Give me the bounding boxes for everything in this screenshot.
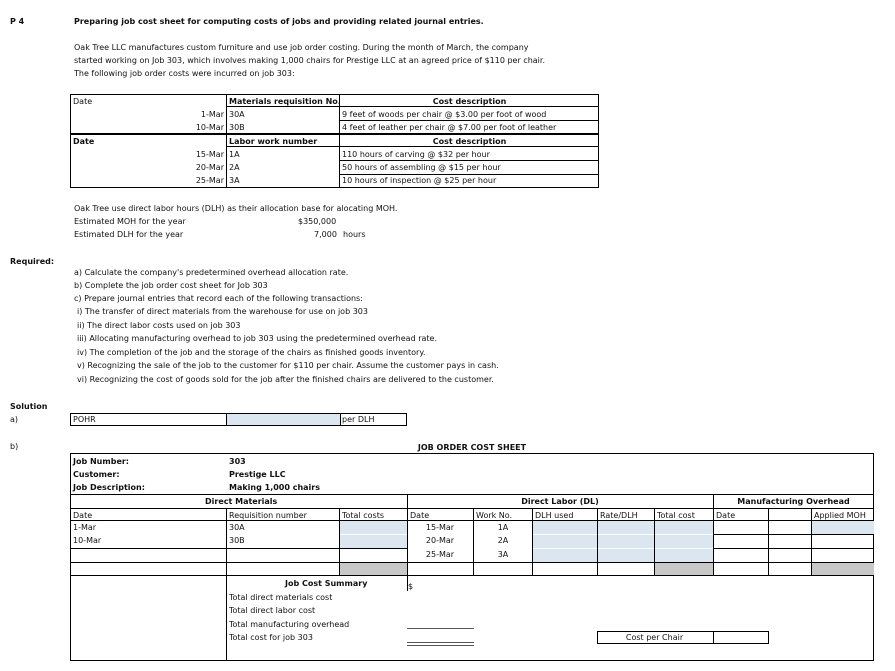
labor-col-work: Labor work number <box>229 137 318 146</box>
materials-row-req: 30B <box>229 123 245 132</box>
labor-row-desc: 110 hours of carving @ $32 per hour <box>342 150 490 159</box>
dm-col-total: Total costs <box>342 511 384 520</box>
dm-row-date: 10-Mar <box>73 536 102 545</box>
dl-row-work: 2A <box>497 536 509 545</box>
job-number-label: Job Number: <box>73 457 130 466</box>
intro-line: Oak Tree LLC manufactures custom furniture and use job order costing. During the month of March, the company <box>74 43 529 52</box>
customer-label: Customer: <box>73 470 120 479</box>
labor-col-date: Date <box>73 137 95 146</box>
moh-col-applied: Applied MOH <box>814 511 866 520</box>
dm-total-input[interactable] <box>340 521 407 534</box>
labor-row-desc: 10 hours of inspection @ $25 per hour <box>342 176 497 185</box>
labor-row-work: 3A <box>229 176 240 185</box>
job-description-label: Job Description: <box>73 483 145 492</box>
solution-label: Solution <box>10 402 48 411</box>
labor-row-desc: 50 hours of assembling @ $15 per hour <box>342 163 501 172</box>
summary-line: Total cost for job 303 <box>229 633 313 642</box>
dm-col-date: Date <box>73 511 93 520</box>
labor-row-work: 1A <box>229 150 240 159</box>
moh-applied-input[interactable] <box>812 521 874 534</box>
pohr-input[interactable] <box>226 414 341 425</box>
materials-row-req: 30A <box>229 110 245 119</box>
materials-col-req: Materials requisition No. <box>229 97 341 106</box>
dl-total-input[interactable] <box>655 549 713 562</box>
materials-row-date: 10-Mar <box>195 123 224 132</box>
problem-title: Preparing job cost sheet for computing costs of jobs and providing related journal entries. <box>74 17 484 26</box>
dm-total-input[interactable] <box>340 535 407 548</box>
dm-row-req: 30B <box>229 536 245 545</box>
required-item: vi) Recognizing the cost of goods sold for the job after the finished chairs are delivered to the customer. <box>77 375 494 384</box>
customer: Prestige LLC <box>229 470 286 479</box>
required-item: v) Recognizing the sale of the job to the customer for $110 per chair. Assume the customer pays in cash. <box>77 361 499 370</box>
dm-total-sum <box>340 563 407 575</box>
dl-dlh-input[interactable] <box>533 521 597 534</box>
summary-title: Job Cost Summary <box>285 579 368 588</box>
moh-label: Estimated MOH for the year <box>74 217 186 226</box>
pohr-label: POHR <box>73 415 96 424</box>
required-item: a) Calculate the company's predetermined overhead allocation rate. <box>74 268 349 277</box>
dl-row-date: 25-Mar <box>425 550 455 559</box>
dl-header: Direct Labor (DL) <box>521 497 599 506</box>
labor-row-date: 15-Mar <box>195 150 224 159</box>
dm-header: Direct Materials <box>205 497 278 506</box>
summary-line: Total direct labor cost <box>229 606 316 615</box>
materials-col-desc: Cost description <box>432 97 507 106</box>
dl-col-date: Date <box>410 511 430 520</box>
dl-total-sum <box>655 563 713 575</box>
dl-rate-input[interactable] <box>598 535 654 548</box>
required-item: c) Prepare journal entries that record each of the following transactions: <box>74 294 363 303</box>
intro-line: The following job order costs were incurred on job 303: <box>74 69 295 78</box>
required-item: i) The transfer of direct materials from the warehouse for use on job 303 <box>77 307 368 316</box>
cost-per-chair-input[interactable] <box>714 632 768 643</box>
problem-number: P 4 <box>10 17 25 26</box>
dl-row-date: 20-Mar <box>425 536 455 545</box>
total-cost-underline <box>407 642 474 646</box>
materials-row-desc: 4 feet of leather per chair @ $7.00 per foot of leather <box>342 123 557 132</box>
dl-total-input[interactable] <box>655 535 713 548</box>
dl-row-work: 1A <box>497 523 509 532</box>
job-sheet-title: JOB ORDER COST SHEET <box>417 443 527 452</box>
cost-per-chair-label: Cost per Chair <box>625 633 684 642</box>
dl-col-work: Work No. <box>476 511 513 520</box>
dl-total-input[interactable] <box>655 521 713 534</box>
job-description: Making 1,000 chairs <box>229 483 321 492</box>
materials-row-desc: 9 feet of woods per chair @ $3.00 per foot of wood <box>342 110 547 119</box>
dl-row-work: 3A <box>497 550 509 559</box>
dl-dlh-input[interactable] <box>533 535 597 548</box>
pohr-unit: per DLH <box>342 415 375 424</box>
dl-rate-input[interactable] <box>598 549 654 562</box>
dm-col-req: Requisition number <box>229 511 307 520</box>
summary-line: Total direct materials cost <box>229 593 333 602</box>
dlh-label: Estimated DLH for the year <box>74 230 184 239</box>
moh-col-date: Date <box>716 511 736 520</box>
moh-value: $350,000 <box>298 217 337 226</box>
dl-col-dlh: DLH used <box>535 511 574 520</box>
dm-row-req: 30A <box>229 523 245 532</box>
required-item: iv) The completion of the job and the storage of the chairs as finished goods inventory. <box>77 348 426 357</box>
part-b-label: b) <box>10 442 19 451</box>
materials-col-date: Date <box>73 97 93 106</box>
required-item: iii) Allocating manufacturing overhead to job 303 using the predetermined overhead rate. <box>77 334 437 343</box>
required-label: Required: <box>10 257 55 266</box>
intro-line: started working on Job 303, which involves making 1,000 chairs for Prestige LLC at an agreed price of $110 per chair. <box>74 56 545 65</box>
moh-header: Manufacturing Overhead <box>737 497 850 506</box>
labor-row-date: 25-Mar <box>195 176 224 185</box>
required-item: b) Complete the job order cost sheet for Job 303 <box>74 281 268 290</box>
labor-row-work: 2A <box>229 163 240 172</box>
part-a-label: a) <box>10 415 19 424</box>
dl-row-date: 15-Mar <box>425 523 455 532</box>
summary-line: Total manufacturing overhead <box>229 620 350 629</box>
labor-col-desc: Cost description <box>432 137 507 146</box>
allocation-text: Oak Tree use direct labor hours (DLH) as their allocation base for alocating MOH. <box>74 204 398 213</box>
dl-rate-input[interactable] <box>598 521 654 534</box>
dlh-value: 7,000 <box>314 230 337 239</box>
dl-dlh-input[interactable] <box>533 549 597 562</box>
materials-row-date: 1-Mar <box>200 110 224 119</box>
labor-row-date: 20-Mar <box>195 163 224 172</box>
required-item: ii) The direct labor costs used on job 303 <box>77 321 241 330</box>
job-number: 303 <box>229 457 246 466</box>
dm-row-date: 1-Mar <box>73 523 97 532</box>
dlh-unit: hours <box>343 230 366 239</box>
dl-col-total: Total cost <box>657 511 695 520</box>
summary-currency: $ <box>408 582 414 591</box>
dl-col-rate: Rate/DLH <box>600 511 638 520</box>
moh-total-sum <box>812 563 874 575</box>
